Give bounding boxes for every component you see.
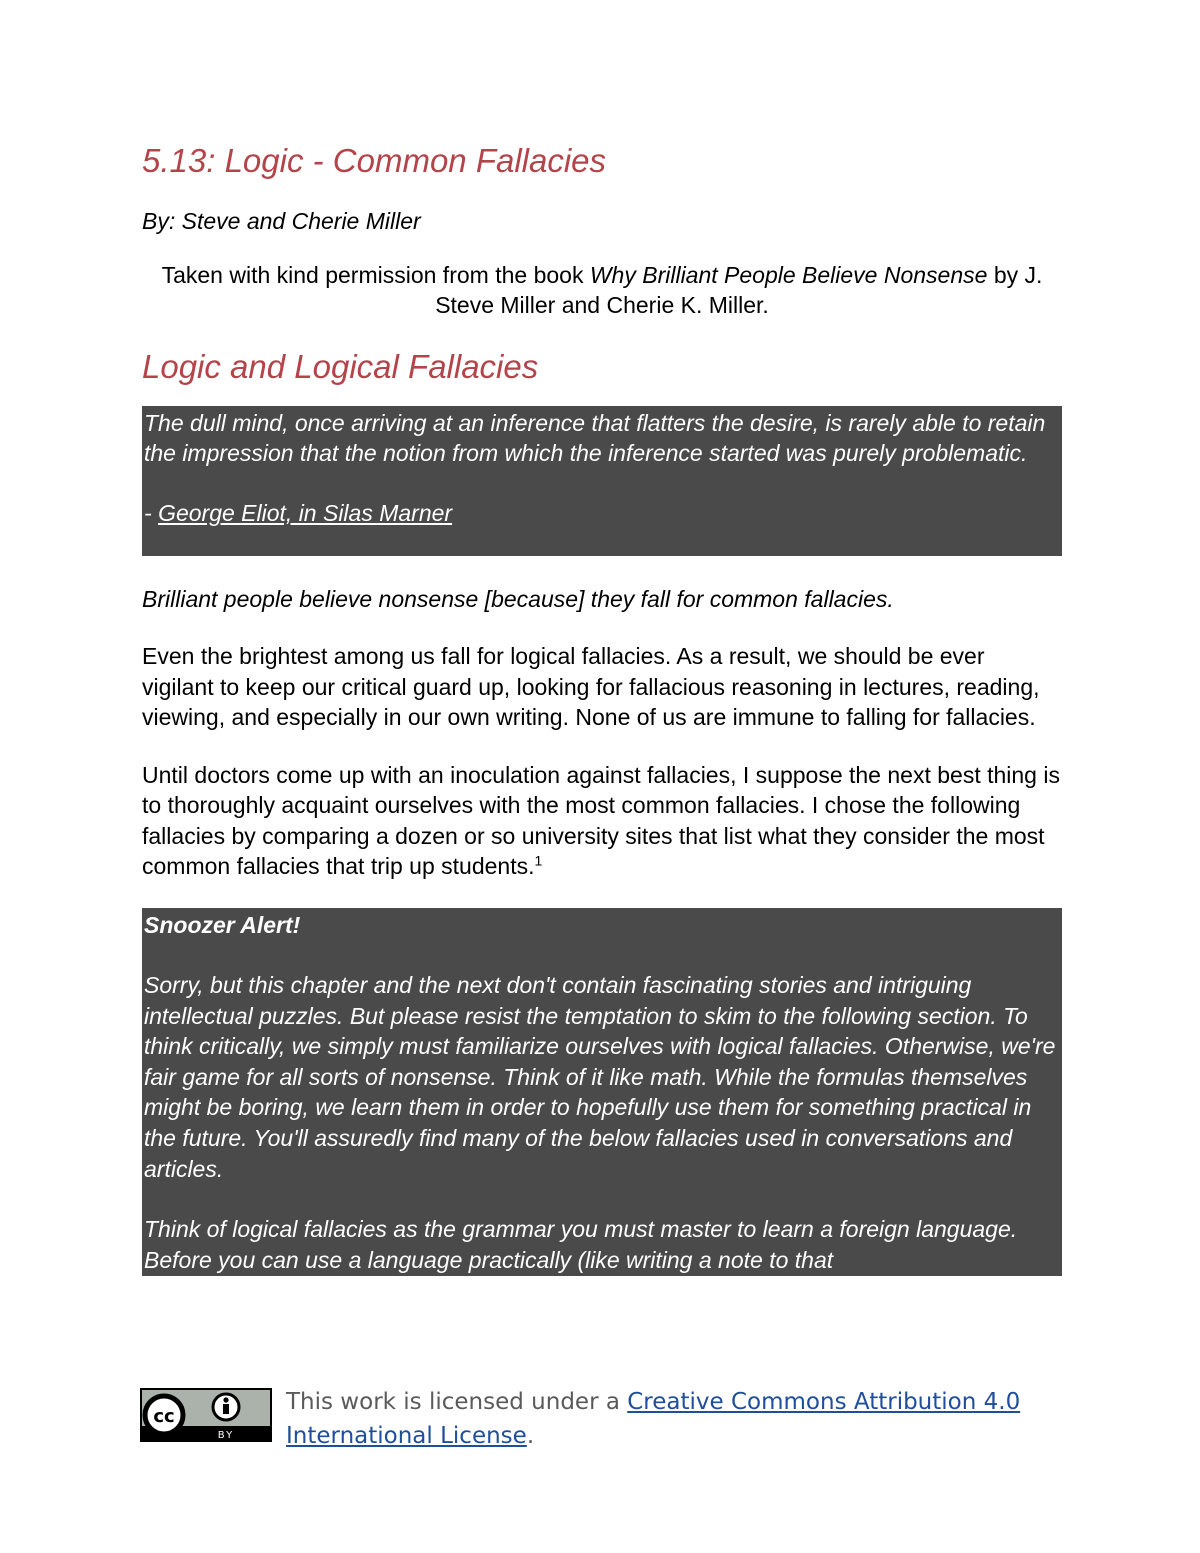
cc-by-label: BY	[217, 1430, 235, 1441]
svg-text:cc: cc	[153, 1406, 175, 1427]
paragraph-2-text: Until doctors come up with an inoculation against fallacies, I suppose the next best thing is to thoroughly acquaint ourselves with the most common fallacies. I chose the following fallacies by comparing a dozen or so university sites that list what they consider the most common fallacies that trip up students.	[142, 761, 1060, 879]
alert-title: Snoozer Alert!	[144, 911, 301, 938]
credit-note	[142, 260, 1062, 320]
lead-sentence: Brilliant people believe nonsense [because] they fall for common fallacies.	[142, 586, 894, 612]
cc-by-icon[interactable]	[140, 1388, 272, 1442]
quote-attribution	[144, 498, 1058, 528]
quote-box	[142, 406, 1062, 556]
footnote-marker[interactable]: 1	[534, 852, 543, 869]
license-prefix: This work is licensed under a	[286, 1389, 628, 1415]
license-link[interactable]: Creative Commons Attribution 4.0 International License	[286, 1389, 1021, 1449]
quote-text: The dull mind, once arriving at an inference that flatters the desire, is rarely able to retain the impression that the notion from which the inference started was purely problematic.	[144, 410, 1046, 466]
attribution-dash: -	[144, 500, 159, 526]
paragraph-2	[142, 760, 1062, 882]
credit-prefix: Taken with kind permission from the book	[161, 262, 590, 288]
byline: By: Steve and Cherie Miller	[142, 208, 421, 234]
attribution-author: George Eliot, in	[158, 500, 323, 526]
alert-paragraph-2: Think of logical fallacies as the grammar you must master to learn a foreign language. Before you can use a language practically (like writing a note to that	[144, 1216, 1018, 1273]
paragraph-1: Even the brightest among us fall for logical fallacies. As a result, we should be ever vigilant to keep our critical guard up, looking for fallacious reasoning in lectures, reading, viewing, and especially in our own writing. None of us are immune to falling for fallacies.	[142, 643, 1040, 730]
license-text	[286, 1385, 1070, 1453]
license-suffix: .	[526, 1423, 535, 1449]
page-title: 5.13: Logic - Common Fallacies	[142, 142, 607, 179]
credit-suffix: by J. Steve Miller and Cherie K. Miller.	[435, 262, 1043, 318]
section-heading: Logic and Logical Fallacies	[142, 348, 539, 385]
snoozer-alert-box	[142, 908, 1062, 1276]
document-content	[142, 138, 1062, 1276]
alert-paragraph-1: Sorry, but this chapter and the next don't contain fascinating stories and intriguing intellectual puzzles. But please resist the temptation to skim to the following section. To think critically, we simply must familiarize ourselves with logical fallacies. Otherwise, we're fair game for all sorts of nonsense. Think of it like math. While the formulas themselves might be boring, we learn them in order to hopefully use them for something practical in the future. You'll assuredly find many of the below fallacies used in conversations and articles.	[144, 972, 1056, 1182]
book-title: Why Brilliant People Believe Nonsense	[589, 262, 988, 288]
attribution-work: Silas Marner	[322, 500, 453, 526]
license-footer	[140, 1388, 1070, 1453]
